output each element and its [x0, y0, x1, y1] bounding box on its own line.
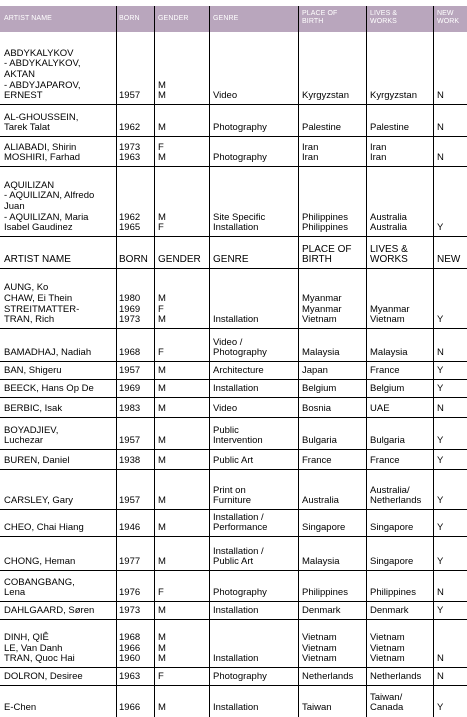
- born-cell: 1980: [119, 292, 141, 304]
- artist-name-cell: BAN, Shigeru: [4, 365, 62, 377]
- artist-name-cell: ERNEST: [4, 90, 43, 102]
- lives-works-cell: Netherlands: [370, 495, 422, 507]
- table-row: [0, 380, 467, 398]
- artist-name-cell: TRAN, Quoc Hai: [4, 653, 75, 665]
- born-cell: 1966: [119, 702, 141, 714]
- gender-cell: M: [158, 403, 166, 415]
- table-row: [0, 602, 467, 620]
- lives-works-cell: Belgium: [370, 383, 405, 395]
- place-of-birth-cell: Vietnam: [302, 642, 337, 654]
- genre-cell: Photography: [213, 122, 267, 134]
- place-of-birth-cell: PLACE OF: [302, 243, 352, 255]
- lives-works-cell: Malaysia: [370, 347, 408, 359]
- artist-name-cell: BAMADHAJ, Nadiah: [4, 347, 92, 359]
- genre-cell: Installation: [213, 702, 259, 714]
- genre-cell: Intervention: [213, 435, 263, 447]
- artist-name-cell: Juan: [4, 200, 25, 212]
- table-row: [0, 470, 467, 510]
- row-divider: [0, 685, 467, 686]
- born-cell: 1968: [119, 347, 141, 359]
- artist-name-cell: - ABDYKALYKOV,: [4, 58, 81, 70]
- gender-cell: F: [158, 141, 164, 153]
- table-row: [0, 571, 467, 602]
- lives-works-cell: Australia: [370, 211, 407, 223]
- new-work-cell: Y: [437, 455, 444, 467]
- artist-name-cell: BOYADJIEV,: [4, 424, 59, 436]
- row-divider: [0, 166, 467, 167]
- row-divider: [0, 570, 467, 571]
- born-cell: 1965: [119, 222, 141, 234]
- artist-name-cell: TRAN, Rich: [4, 314, 55, 326]
- artist-name-cell: BEECK, Hans Op De: [4, 383, 94, 395]
- gender-cell: M: [158, 292, 166, 304]
- new-work-cell: NEW: [437, 254, 461, 266]
- place-of-birth-cell: Japan: [302, 365, 328, 377]
- row-divider: [0, 449, 467, 450]
- place-of-birth-cell: Netherlands: [302, 671, 354, 683]
- genre-cell: Video /: [213, 336, 243, 348]
- table-row: [0, 620, 467, 668]
- artist-name-cell: MOSHIRI, Farhad: [4, 152, 81, 164]
- row-divider: [0, 417, 467, 418]
- new-work-cell: Y: [437, 495, 444, 507]
- gender-cell: M: [158, 90, 166, 102]
- lives-works-cell: France: [370, 365, 400, 377]
- gender-cell: M: [158, 383, 166, 395]
- gender-cell: M: [158, 556, 166, 568]
- row-divider: [0, 619, 467, 620]
- genre-cell: Public Art: [213, 556, 254, 568]
- lives-works-cell: France: [370, 455, 400, 467]
- artist-name-cell: DOLRON, Desiree: [4, 671, 83, 683]
- artist-name-cell: AUNG, Ko: [4, 282, 49, 294]
- lives-works-cell: Myanmar: [370, 303, 410, 315]
- table-row: [0, 167, 467, 237]
- artist-name-cell: BERBIC, Isak: [4, 403, 63, 415]
- place-of-birth-cell: Taiwan: [302, 702, 332, 714]
- artist-name-cell: AL-GHOUSSEIN,: [4, 111, 79, 123]
- artist-name-cell: E-Chen: [4, 702, 37, 714]
- born-cell: 1938: [119, 455, 141, 467]
- gender-cell: M: [158, 702, 166, 714]
- born-cell: 1983: [119, 403, 141, 415]
- born-cell: 1957: [119, 495, 141, 507]
- gender-cell: F: [158, 303, 164, 315]
- lives-works-cell: Iran: [370, 141, 387, 153]
- born-cell: 1969: [119, 383, 141, 395]
- lives-works-cell: Vietnam: [370, 653, 405, 665]
- place-of-birth-cell: Bosnia: [302, 403, 332, 415]
- table-row: [0, 450, 467, 470]
- place-of-birth-cell: Vietnam: [302, 653, 337, 665]
- header-artist-name: ARTIST NAME: [4, 15, 52, 22]
- artist-name-cell: Luchezar: [4, 435, 44, 447]
- place-of-birth-cell: Myanmar: [302, 303, 342, 315]
- place-of-birth-cell: Vietnam: [302, 631, 337, 643]
- lives-works-cell: WORKS: [370, 254, 408, 266]
- lives-works-cell: Iran: [370, 152, 387, 164]
- gender-cell: GENDER: [158, 254, 201, 266]
- row-divider: [0, 268, 467, 269]
- lives-works-cell: Kyrgyzstan: [370, 90, 417, 102]
- place-of-birth-cell: Belgium: [302, 383, 337, 395]
- table-row: [0, 398, 467, 418]
- born-cell: 1973: [119, 605, 141, 617]
- genre-cell: Photography: [213, 671, 267, 683]
- genre-cell: Public: [213, 424, 239, 436]
- born-cell: 1960: [119, 653, 141, 665]
- new-work-cell: Y: [437, 702, 444, 714]
- artist-name-cell: COBANGBANG,: [4, 576, 75, 588]
- gender-cell: M: [158, 435, 166, 447]
- new-work-cell: Y: [437, 556, 444, 568]
- row-divider: [0, 667, 467, 668]
- genre-cell: GENRE: [213, 254, 249, 266]
- born-cell: 1946: [119, 522, 141, 534]
- gender-cell: M: [158, 522, 166, 534]
- table-row: [0, 329, 467, 362]
- column-divider: [209, 6, 210, 717]
- gender-cell: M: [158, 211, 166, 223]
- genre-cell: Site Specific: [213, 211, 266, 223]
- lives-works-cell: Australia: [370, 222, 407, 234]
- gender-cell: F: [158, 587, 164, 599]
- born-cell: 1973: [119, 141, 141, 153]
- gender-cell: M: [158, 122, 166, 134]
- row-divider: [0, 509, 467, 510]
- place-of-birth-cell: Singapore: [302, 522, 346, 534]
- genre-cell: Installation: [213, 653, 259, 665]
- place-of-birth-cell: Australia: [302, 495, 339, 507]
- place-of-birth-cell: Bulgaria: [302, 435, 337, 447]
- born-cell: 1976: [119, 587, 141, 599]
- artist-name-cell: LE, Van Danh: [4, 642, 63, 654]
- artist-name-cell: Tarek Talat: [4, 122, 50, 134]
- gender-cell: M: [158, 605, 166, 617]
- born-cell: 1963: [119, 152, 141, 164]
- lives-works-cell: Palestine: [370, 122, 410, 134]
- genre-cell: Video: [213, 90, 238, 102]
- lives-works-cell: Denmark: [370, 605, 409, 617]
- born-cell: 1957: [119, 365, 141, 377]
- place-of-birth-cell: Denmark: [302, 605, 341, 617]
- gender-cell: M: [158, 314, 166, 326]
- place-of-birth-cell: Malaysia: [302, 347, 340, 359]
- row-divider: [0, 361, 467, 362]
- born-cell: 1963: [119, 671, 141, 683]
- born-cell: 1968: [119, 631, 141, 643]
- genre-cell: Public Art: [213, 455, 254, 467]
- genre-cell: Installation /: [213, 511, 264, 523]
- artist-name-cell: CARSLEY, Gary: [4, 495, 73, 507]
- new-work-cell: Y: [437, 605, 444, 617]
- row-divider: [0, 328, 467, 329]
- lives-works-cell: Bulgaria: [370, 435, 405, 447]
- column-divider: [298, 6, 299, 717]
- born-cell: 1962: [119, 122, 141, 134]
- header-gender: GENDER: [158, 15, 189, 22]
- genre-cell: Installation /: [213, 545, 264, 557]
- gender-cell: F: [158, 671, 164, 683]
- lives-works-cell: Philippines: [370, 587, 416, 599]
- column-divider: [154, 6, 155, 717]
- gender-cell: M: [158, 642, 166, 654]
- gender-cell: F: [158, 347, 164, 359]
- new-work-cell: N: [437, 90, 444, 102]
- row-divider: [0, 469, 467, 470]
- lives-works-cell: Canada: [370, 702, 404, 714]
- row-divider: [0, 379, 467, 380]
- artist-name-cell: ALIABADI, Shirin: [4, 141, 77, 153]
- born-cell: 1977: [119, 556, 141, 568]
- header-lives-works: LIVES & WORKS: [370, 10, 398, 25]
- table-row: [0, 137, 467, 167]
- genre-cell: Performance: [213, 522, 268, 534]
- place-of-birth-cell: Philippines: [302, 587, 348, 599]
- artist-name-cell: AKTAN: [4, 68, 35, 80]
- place-of-birth-cell: Iran: [302, 141, 319, 153]
- new-work-cell: N: [437, 403, 444, 415]
- row-divider: [0, 136, 467, 137]
- lives-works-cell: Australia/: [370, 484, 410, 496]
- gender-cell: M: [158, 365, 166, 377]
- new-work-cell: N: [437, 347, 444, 359]
- new-work-cell: Y: [437, 222, 444, 234]
- header-born: BORN: [119, 15, 140, 22]
- artist-name-cell: DAHLGAARD, Søren: [4, 605, 95, 617]
- table-row: [0, 34, 467, 105]
- table-row: [0, 510, 467, 537]
- genre-cell: Video: [213, 403, 238, 415]
- place-of-birth-cell: Kyrgyzstan: [302, 90, 349, 102]
- lives-works-cell: Taiwan/: [370, 691, 403, 703]
- new-work-cell: Y: [437, 314, 444, 326]
- artist-name-cell: ABDYKALYKOV: [4, 47, 74, 59]
- genre-cell: Installation: [213, 222, 259, 234]
- new-work-cell: N: [437, 152, 444, 164]
- artist-name-cell: - ABDYJAPAROV,: [4, 79, 81, 91]
- born-cell: BORN: [119, 254, 148, 266]
- place-of-birth-cell: Philippines: [302, 211, 348, 223]
- born-cell: 1973: [119, 314, 141, 326]
- born-cell: 1969: [119, 303, 141, 315]
- artist-name-cell: DINH, QIÊ: [4, 631, 49, 643]
- row-divider: [0, 601, 467, 602]
- table-row: [0, 237, 467, 269]
- new-work-cell: N: [437, 587, 444, 599]
- lives-works-cell: Netherlands: [370, 671, 422, 683]
- artist-name-cell: - AQUILIZAN, Maria: [4, 211, 89, 223]
- artist-name-cell: ARTIST NAME: [4, 254, 71, 266]
- gender-cell: F: [158, 222, 164, 234]
- artist-name-cell: BUREN, Daniel: [4, 455, 70, 467]
- place-of-birth-cell: Malaysia: [302, 556, 340, 568]
- place-of-birth-cell: Vietnam: [302, 314, 337, 326]
- lives-works-cell: UAE: [370, 403, 390, 415]
- genre-cell: Photography: [213, 152, 267, 164]
- born-cell: 1957: [119, 90, 141, 102]
- artist-name-cell: - AQUILIZAN, Alfredo: [4, 190, 95, 202]
- genre-cell: Photography: [213, 587, 267, 599]
- genre-cell: Furniture: [213, 495, 252, 507]
- new-work-cell: Y: [437, 435, 444, 447]
- artist-name-cell: Isabel Gaudinez: [4, 222, 73, 234]
- genre-cell: Architecture: [213, 365, 264, 377]
- place-of-birth-cell: Iran: [302, 152, 319, 164]
- table-row: [0, 537, 467, 571]
- new-work-cell: Y: [437, 365, 444, 377]
- gender-cell: M: [158, 495, 166, 507]
- row-divider: [0, 536, 467, 537]
- column-divider: [433, 6, 434, 717]
- lives-works-cell: LIVES &: [370, 243, 408, 255]
- place-of-birth-cell: France: [302, 455, 332, 467]
- table-row: [0, 362, 467, 380]
- artist-name-cell: Lena: [4, 587, 26, 599]
- gender-cell: M: [158, 653, 166, 665]
- lives-works-cell: Singapore: [370, 522, 414, 534]
- column-divider: [366, 6, 367, 717]
- column-divider: [116, 6, 117, 717]
- place-of-birth-cell: Palestine: [302, 122, 342, 134]
- table-row: [0, 686, 467, 717]
- born-cell: 1966: [119, 642, 141, 654]
- artist-name-cell: AQUILIZAN: [4, 179, 55, 191]
- artist-name-cell: STREITMATTER-: [4, 303, 80, 315]
- lives-works-cell: Vietnam: [370, 314, 405, 326]
- gender-cell: M: [158, 455, 166, 467]
- artist-name-cell: CHONG, Heman: [4, 556, 76, 568]
- table-row: [0, 105, 467, 137]
- header-genre: GENRE: [213, 15, 239, 22]
- born-cell: 1957: [119, 435, 141, 447]
- gender-cell: M: [158, 79, 166, 91]
- lives-works-cell: Singapore: [370, 556, 414, 568]
- table-row: [0, 269, 467, 329]
- artist-name-cell: CHAW, Ei Thein: [4, 292, 73, 304]
- gender-cell: M: [158, 152, 166, 164]
- place-of-birth-cell: Philippines: [302, 222, 348, 234]
- row-divider: [0, 397, 467, 398]
- new-work-cell: Y: [437, 383, 444, 395]
- place-of-birth-cell: BIRTH: [302, 254, 332, 266]
- table-header: [0, 6, 467, 32]
- genre-cell: Installation: [213, 383, 259, 395]
- table-row: [0, 668, 467, 686]
- header-place-of-birth: PLACE OF BIRTH: [302, 10, 338, 25]
- place-of-birth-cell: Myanmar: [302, 292, 342, 304]
- row-divider: [0, 236, 467, 237]
- table-row: [0, 418, 467, 450]
- new-work-cell: Y: [437, 522, 444, 534]
- new-work-cell: N: [437, 653, 444, 665]
- born-cell: 1962: [119, 211, 141, 223]
- genre-cell: Installation: [213, 605, 259, 617]
- new-work-cell: N: [437, 671, 444, 683]
- new-work-cell: N: [437, 122, 444, 134]
- artist-name-cell: CHEO, Chai Hiang: [4, 522, 84, 534]
- row-divider: [0, 104, 467, 105]
- genre-cell: Print on: [213, 484, 246, 496]
- lives-works-cell: Vietnam: [370, 631, 405, 643]
- genre-cell: Installation: [213, 314, 259, 326]
- header-new-work: NEW WORK: [437, 10, 460, 25]
- gender-cell: M: [158, 631, 166, 643]
- genre-cell: Photography: [213, 347, 267, 359]
- lives-works-cell: Vietnam: [370, 642, 405, 654]
